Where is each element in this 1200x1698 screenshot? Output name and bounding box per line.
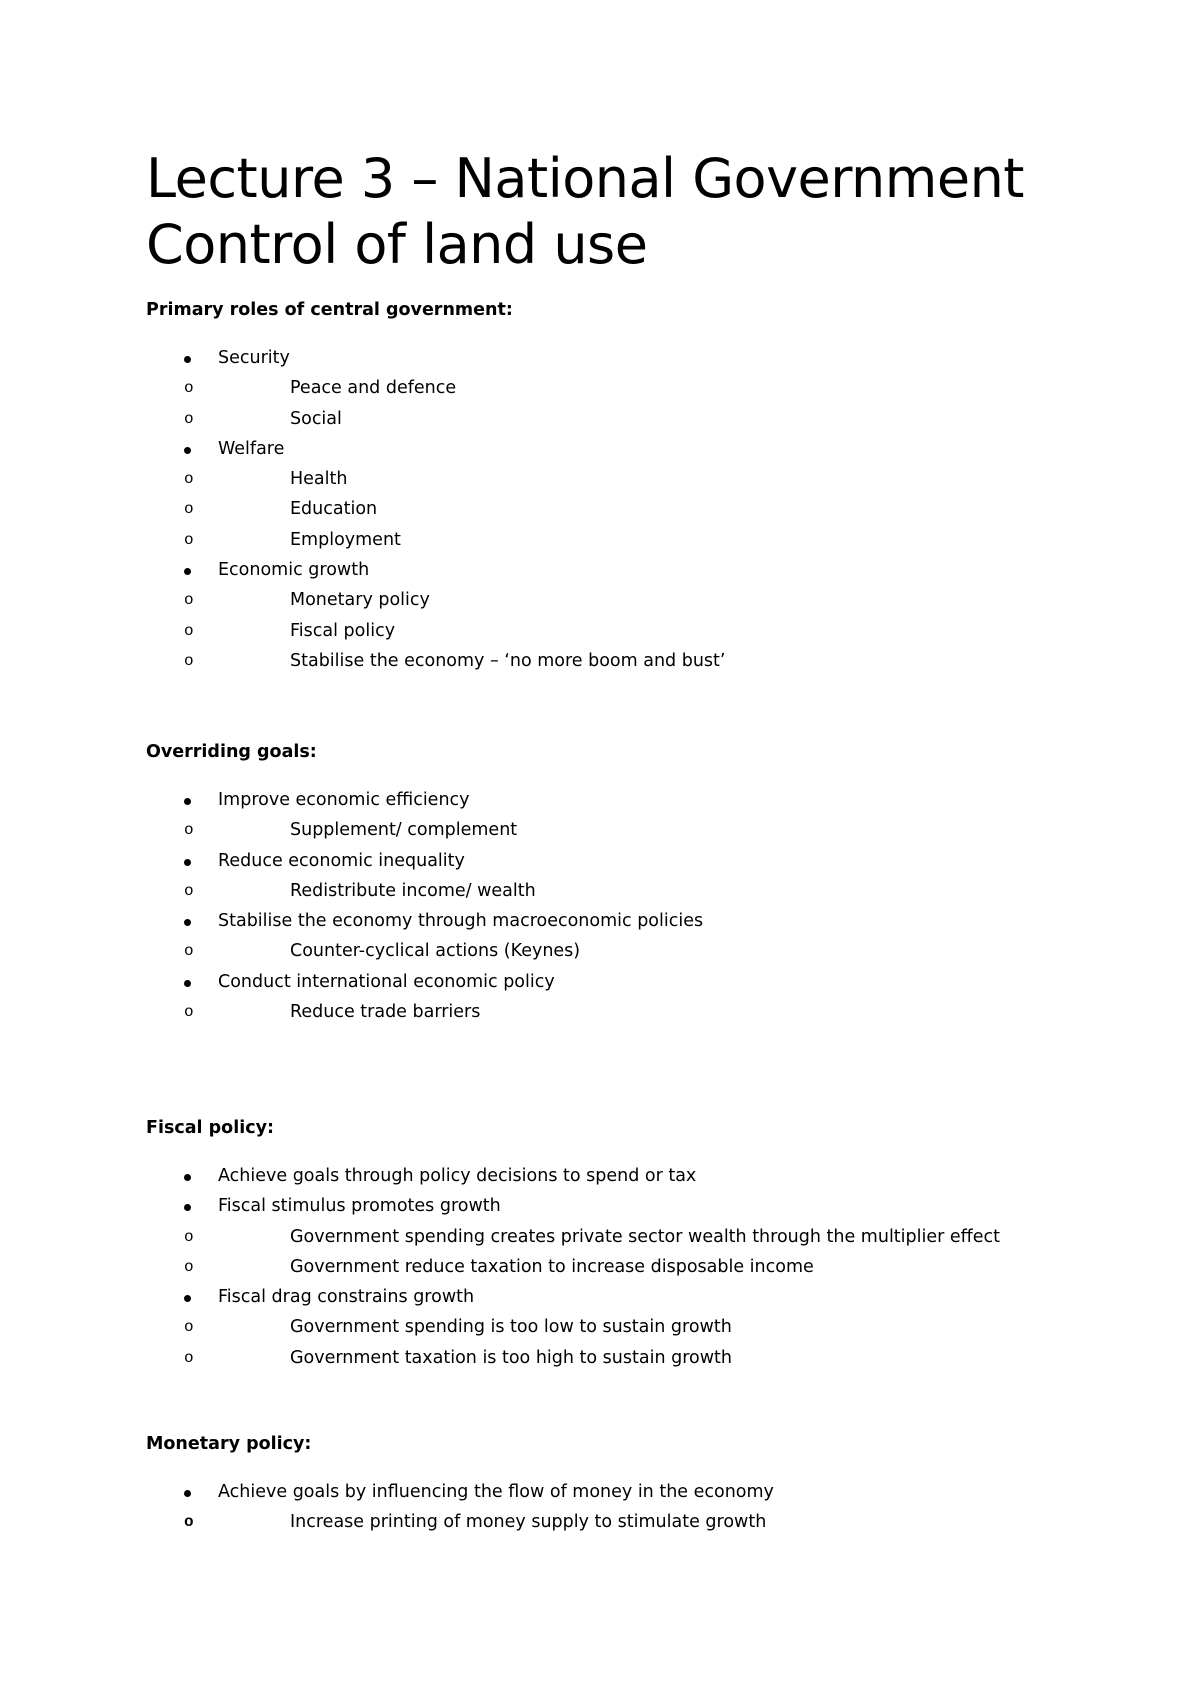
bullet-icon [184, 356, 191, 363]
sub-list-item-text: Government spending is too low to sustain growth [290, 1317, 732, 1338]
sub-list-item-text: Supplement/ complement [290, 820, 518, 841]
circle-bullet-icon: o [184, 1003, 194, 1022]
list-item-text: Security [218, 348, 290, 368]
circle-bullet-icon: o [184, 942, 194, 961]
list-item-text: Stabilise the economy through macroeconomic policies [218, 911, 704, 932]
bullet-icon [184, 919, 191, 926]
list-item-text: Conduct international economic policy [218, 971, 555, 992]
circle-bullet-icon: o [184, 1227, 194, 1246]
section-heading: Fiscal policy: [146, 1118, 274, 1138]
sub-list-item [184, 1343, 1106, 1373]
list-item [146, 555, 1106, 676]
sub-list-item-text: Government spending creates private sector wealth through the multiplier effect [290, 1226, 1000, 1247]
sub-list-item-text: Employment [290, 529, 401, 550]
sub-list-item-text: Peace and defence [290, 378, 457, 399]
sub-list-item-text: Social [290, 408, 342, 429]
sub-list [184, 815, 1106, 845]
sub-list-item-text: Counter-cyclical actions (Keynes) [290, 941, 581, 962]
sub-list-item-text: Increase printing of money supply to stimulate growth [290, 1512, 767, 1533]
sub-list-item [184, 997, 1106, 1027]
sub-list-item-text: Redistribute income/ wealth [290, 880, 536, 901]
section-primary-roles [146, 298, 1106, 676]
sub-list [184, 1222, 1106, 1283]
bullet-icon [184, 568, 191, 575]
circle-bullet-icon: o [184, 500, 194, 519]
section-monetary-policy [146, 1432, 1106, 1538]
section-heading: Monetary policy: [146, 1434, 312, 1454]
circle-bullet-icon: o [184, 821, 194, 840]
list-item [146, 785, 1106, 846]
sub-list-item-text: Health [290, 469, 348, 490]
circle-bullet-icon: o [184, 591, 194, 610]
list-item [146, 1282, 1106, 1373]
list-item [146, 846, 1106, 907]
sub-list-item [184, 1312, 1106, 1342]
bullet-list [146, 1477, 1106, 1538]
list-item [146, 343, 1106, 434]
sub-list-item [184, 876, 1106, 906]
sub-list-item [184, 525, 1106, 555]
bullet-icon [184, 447, 191, 454]
section-fiscal-policy [146, 1116, 1106, 1373]
list-item-text: Economic growth [218, 560, 370, 581]
sub-list-item [184, 646, 1106, 676]
sub-list [184, 997, 1106, 1027]
list-item-text: Achieve goals by influencing the flow of money in the economy [218, 1482, 774, 1502]
sub-list-item [184, 1507, 1106, 1537]
sub-list [184, 1507, 1106, 1537]
sub-list-item-text: Fiscal policy [290, 620, 396, 641]
circle-bullet-icon: o [184, 530, 194, 549]
sub-list-item-text: Monetary policy [290, 590, 430, 611]
sub-list-item-text: Government reduce taxation to increase disposable income [290, 1256, 814, 1277]
bullet-icon [184, 980, 191, 987]
circle-bullet-icon: o [184, 621, 194, 640]
circle-bullet-icon: o [184, 1257, 194, 1276]
sub-list-item [184, 373, 1106, 403]
sub-list-item-text: Reduce trade barriers [290, 1002, 481, 1023]
circle-bullet-icon: o [184, 409, 194, 428]
bullet-icon [184, 1204, 191, 1211]
list-item [146, 434, 1106, 555]
sub-list-item [184, 404, 1106, 434]
sub-list-item [184, 936, 1106, 966]
sub-list [184, 464, 1106, 555]
list-item-text: Fiscal stimulus promotes growth [218, 1196, 501, 1217]
bullet-icon [184, 1174, 191, 1181]
sub-list-item [184, 494, 1106, 524]
section-overriding-goals [146, 740, 1106, 1027]
sub-list-item [184, 616, 1106, 646]
sub-list [184, 876, 1106, 906]
list-item [146, 1161, 1106, 1191]
circle-bullet-icon: o [184, 1318, 194, 1337]
section-heading: Overriding goals: [146, 742, 317, 762]
title-line-1: Lecture 3 – National Government [146, 147, 1024, 210]
sub-list-item-text: Stabilise the economy – ‘no more boom and bust’ [290, 650, 726, 671]
sub-list-item [184, 815, 1106, 845]
document-title [146, 146, 1024, 278]
bullet-icon [184, 859, 191, 866]
sub-list [184, 585, 1106, 676]
list-item-text: Achieve goals through policy decisions to spend or tax [218, 1166, 697, 1186]
sub-list-item [184, 585, 1106, 615]
list-item [146, 1477, 1106, 1538]
sub-list-item-text: Education [290, 499, 378, 520]
bullet-list [146, 785, 1106, 1027]
list-item [146, 967, 1106, 1028]
circle-bullet-icon: o [184, 1513, 194, 1532]
sub-list-item [184, 1222, 1106, 1252]
title-line-2: Control of land use [146, 213, 648, 276]
sub-list [184, 1312, 1106, 1373]
circle-bullet-icon: o [184, 470, 194, 489]
list-item-text: Welfare [218, 438, 285, 459]
circle-bullet-icon: o [184, 651, 194, 670]
sub-list-item [184, 1252, 1106, 1282]
circle-bullet-icon: o [184, 379, 194, 398]
bullet-icon [184, 1295, 191, 1302]
list-item [146, 906, 1106, 967]
bullet-icon [184, 1490, 191, 1497]
sub-list-item-text: Government taxation is too high to sustain growth [290, 1347, 732, 1368]
sub-list-item [184, 464, 1106, 494]
sub-list [184, 936, 1106, 966]
list-item-text: Fiscal drag constrains growth [218, 1287, 475, 1308]
circle-bullet-icon: o [184, 881, 194, 900]
list-item-text: Improve economic efficiency [218, 790, 470, 810]
circle-bullet-icon: o [184, 1348, 194, 1367]
bullet-list [146, 1161, 1106, 1373]
list-item-text: Reduce economic inequality [218, 850, 465, 871]
section-heading: Primary roles of central government: [146, 300, 513, 320]
list-item [146, 1191, 1106, 1282]
bullet-icon [184, 798, 191, 805]
bullet-list [146, 343, 1106, 676]
sub-list [184, 373, 1106, 434]
